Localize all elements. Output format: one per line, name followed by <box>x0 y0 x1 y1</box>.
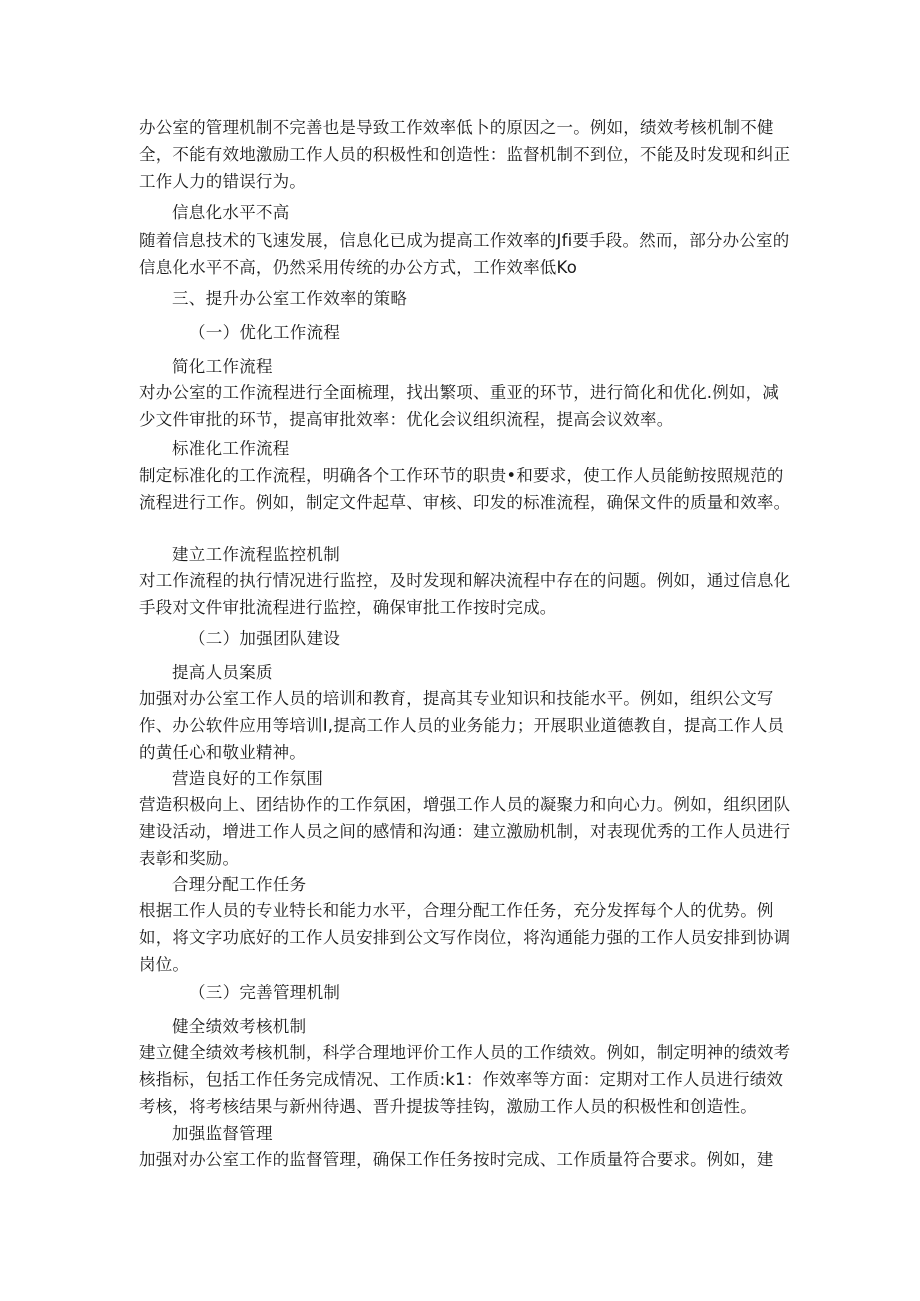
heading-supervise: 加强监督管理 <box>172 1124 273 1143</box>
heading-assign: 合理分配工作任务 <box>172 875 307 894</box>
heading-standardize: 标准化工作流程 <box>172 439 290 458</box>
heading-quality: 提高人员案质 <box>172 663 273 682</box>
paragraph-standardize: 制定标准化的工作流程，明确各个工作环节的职贵•和要求，使工作人员能鲂按照规范的流程进行工作。例如，制定文件起草、审核、印发的标准流程，确保文件的质量和效率。 <box>139 466 791 512</box>
paragraph-assign: 根据工作人员的专业特长和能力水平，合理分配工作任务，充分发挥每个人的优势。例如，将文字功底好的工作人员安排到公文写作岗位，将沟通能力强的工作人员安排到协调岗位。 <box>139 901 791 974</box>
heading-performance: 健全绩效考核机制 <box>172 1017 307 1036</box>
paragraph-simplify: 对办公室的工作流程进行全面梳理，找出繁项、重亚的环节，进行简化和优化.例如，减少文件审批的环节，提高审批效率：优化会议组织流程，提高会议效率。 <box>139 383 780 429</box>
paragraph-performance: 建立健全绩效考核机制，科学合理地评价工作人员的工作绩效。例如，制定明神的绩效考核指标，包括工作任务完成情况、工作质:k1：作效率等方面：定期对工作人员进行绩效考核，将考核结果与新州待遇、晋升提拔等挂钩，激励工作人员的积极性和创造性。 <box>139 1043 791 1116</box>
heading-part-3: （三）完善管理机制 <box>189 983 341 1002</box>
paragraph-monitor: 对工作流程的执行情况进行监控，及时发现和解决流程中存在的问题。例如，通过信息化手段对文件审批流程进行监控，确保审批工作按时完成。 <box>139 571 791 617</box>
heading-part-1: （一）优化工作流程 <box>189 323 341 342</box>
paragraph-supervise: 加强对办公室工作的监督管理，确保工作任务按时完成、工作质量符合要求。例如，建 <box>139 1150 774 1169</box>
paragraph-atmosphere: 营造积极向上、团结协作的工作氛困，增强工作人员的凝聚力和向心力。例如，组织团队建设活动，增进工作人员之间的感情和沟通：建立激励机制，对表现优秀的工作人员进行表彰和奖励。 <box>139 795 791 868</box>
paragraph-info-level: 随着信息技术的飞速发展，信息化已成为提高工作效率的Jfi要手段。然而，部分办公室的信息化水平不高，仍然采用传统的办公方式，工作效率低Ko <box>139 231 790 277</box>
paragraph-quality: 加强对办公室工作人员的培训和教育，提高其专业知识和技能水平。例如，组织公文写作、办公软件应用等培训I,提高工作人员的业务能力；开展职业道德教自，提高工作人员的黄任心和敬业精神。 <box>139 689 785 762</box>
paragraph-intro: 办公室的管理机制不完善也是导致工作效率低卜的原因之一。例如，绩效考核机制不健全，不能有效地激励工作人员的积极性和创造性：监督机制不到位，不能及时发现和纠正工作人力的错误行为。 <box>139 118 791 191</box>
heading-part-2: （二）加强团队建设 <box>189 629 341 648</box>
heading-section-3: 三、提升办公室工作效率的策略 <box>172 289 408 308</box>
heading-atmosphere: 营造良好的工作氛围 <box>172 769 324 788</box>
heading-monitor: 建立工作流程监控机制 <box>172 545 340 564</box>
heading-info-level: 信息化水平不高 <box>172 203 290 222</box>
heading-simplify: 简化工作流程 <box>172 357 273 376</box>
